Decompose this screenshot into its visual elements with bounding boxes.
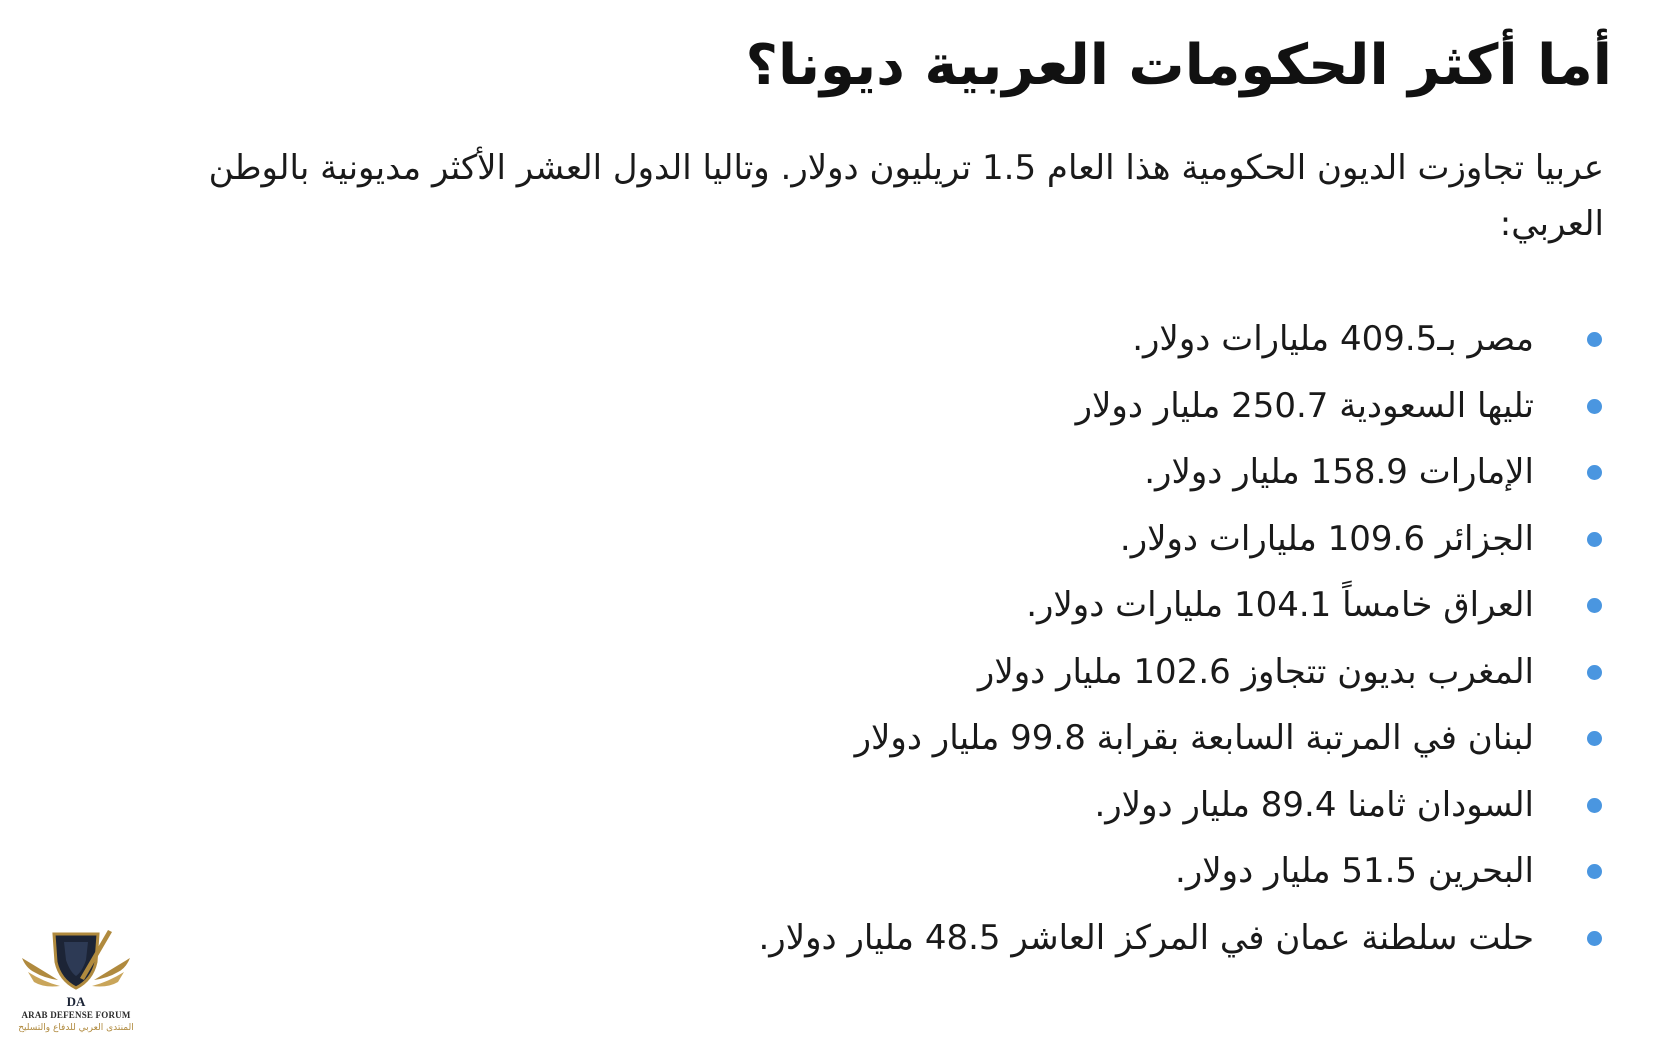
article-title: أما أكثر الحكومات العربية ديونا؟ bbox=[745, 33, 1612, 98]
list-item bbox=[200, 373, 1612, 440]
bullet-icon bbox=[1587, 731, 1602, 746]
article bbox=[200, 28, 1612, 971]
list-item-text: مصر بـ409.5 مليارات دولار. bbox=[1132, 319, 1534, 359]
list-item bbox=[200, 705, 1612, 772]
bullet-icon bbox=[1587, 931, 1602, 946]
list-item-text: لبنان في المرتبة السابعة بقرابة 99.8 مليار دولار bbox=[854, 718, 1534, 758]
list-item-text: تليها السعودية 250.7 مليار دولار bbox=[1075, 385, 1534, 426]
list-item-text: الإمارات 158.9 مليار دولار. bbox=[1144, 452, 1534, 492]
bullet-icon bbox=[1587, 399, 1602, 414]
list-item bbox=[200, 572, 1612, 639]
logo-name-en: ARAB DEFENSE FORUM bbox=[21, 1010, 131, 1020]
bullet-icon bbox=[1587, 332, 1602, 347]
list-item bbox=[200, 772, 1612, 839]
logo-initials: DA bbox=[66, 994, 86, 1009]
list-item-text: السودان ثامنا 89.4 مليار دولار. bbox=[1094, 784, 1534, 825]
bullet-icon bbox=[1587, 798, 1602, 813]
forum-logo-watermark bbox=[14, 928, 138, 1038]
list-item-text: المغرب بديون تتجاوز 102.6 مليار دولار bbox=[977, 651, 1534, 692]
list-item-text: حلت سلطنة عمان في المركز العاشر 48.5 مليار دولار. bbox=[758, 917, 1534, 958]
list-item-text: الجزائر 109.6 مليارات دولار. bbox=[1119, 518, 1534, 559]
shield-wings-icon bbox=[14, 928, 138, 1010]
list-item bbox=[200, 905, 1612, 972]
list-item bbox=[200, 838, 1612, 905]
list-item-text: العراق خامساً 104.1 مليارات دولار. bbox=[1026, 585, 1534, 625]
bullet-icon bbox=[1587, 465, 1602, 480]
list-item bbox=[200, 639, 1612, 706]
debt-list bbox=[200, 306, 1612, 971]
logo-name-ar: المنتدى العربي للدفاع والتسليح bbox=[18, 1023, 134, 1033]
bullet-icon bbox=[1587, 665, 1602, 680]
bullet-icon bbox=[1587, 864, 1602, 879]
list-item bbox=[200, 506, 1612, 573]
bullet-icon bbox=[1587, 532, 1602, 547]
list-item bbox=[200, 439, 1612, 506]
article-intro: عربيا تجاوزت الديون الحكومية هذا العام 1.5 تريليون دولار. وتاليا الدول العشر الأكثر مديونية بالوطن العربي: bbox=[208, 148, 1604, 244]
list-item bbox=[200, 306, 1612, 373]
bullet-icon bbox=[1587, 598, 1602, 613]
list-item-text: البحرين 51.5 مليار دولار. bbox=[1175, 851, 1534, 891]
